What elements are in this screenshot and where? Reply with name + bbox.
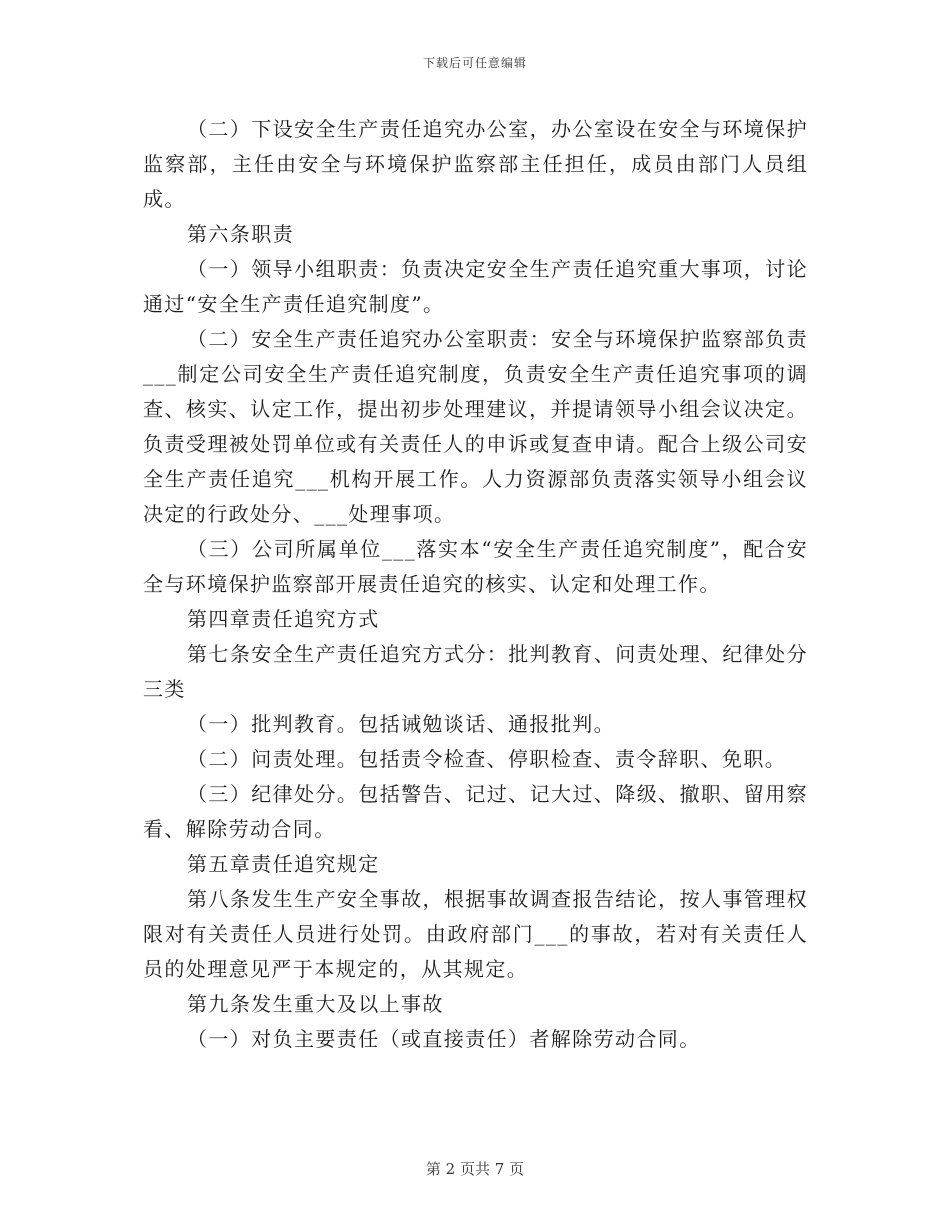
paragraph: （三）纪律处分。包括警告、记过、记大过、降级、撤职、留用察看、解除劳动合同。: [143, 782, 808, 841]
page-number: 第 2 页共 7 页: [425, 1160, 525, 1178]
chapter-heading: 第五章责任追究规定: [187, 852, 380, 876]
document-body: [143, 112, 808, 1057]
paragraph: 第七条安全生产责任追究方式分：批判教育、问责处理、纪律处分三类: [143, 642, 808, 701]
paragraph: （二）问责处理。包括责令检查、停职检查、责令辞职、免职。: [187, 747, 787, 771]
paragraph: （二）安全生产责任追究办公室职责：安全与环境保护监察部负责___制定公司安全生产责任追究制度，负责安全生产责任追究事项的调查、核实、认定工作，提出初步处理建议，并提请领导小组会议决定。负责受理被处罚单位或有关责任人的申诉或复查申请。配合上级公司安全生产责任追究___机构开展工作。人力资源部负责落实领导小组会议决定的行政处分、___处理事项。: [143, 327, 808, 526]
page-header: 下载后可任意编辑: [422, 56, 527, 70]
paragraph: 第八条发生生产安全事故，根据事故调查报告结论，按人事管理权限对有关责任人员进行处罚。由政府部门___的事故，若对有关责任人员的处理意见严于本规定的，从其规定。: [143, 887, 808, 981]
paragraph: （一）批判教育。包括诫勉谈话、通报批判。: [187, 712, 615, 736]
paragraph: （二）下设安全生产责任追究办公室，办公室设在安全与环境保护监察部，主任由安全与环境保护监察部主任担任，成员由部门人员组成。: [143, 117, 808, 211]
chapter-heading: 第四章责任追究方式: [187, 607, 380, 631]
paragraph: （三）公司所属单位___落实本“安全生产责任追究制度”，配合安全与环境保护监察部开展责任追究的核实、认定和处理工作。: [143, 537, 808, 596]
article-heading: 第六条职责: [187, 222, 294, 246]
paragraph: （一）领导小组职责：负责决定安全生产责任追究重大事项，讨论通过“安全生产责任追究制度”。: [143, 257, 808, 316]
paragraph: （一）对负主要责任（或直接责任）者解除劳动合同。: [187, 1027, 701, 1051]
article-heading: 第九条发生重大及以上事故: [187, 992, 444, 1016]
